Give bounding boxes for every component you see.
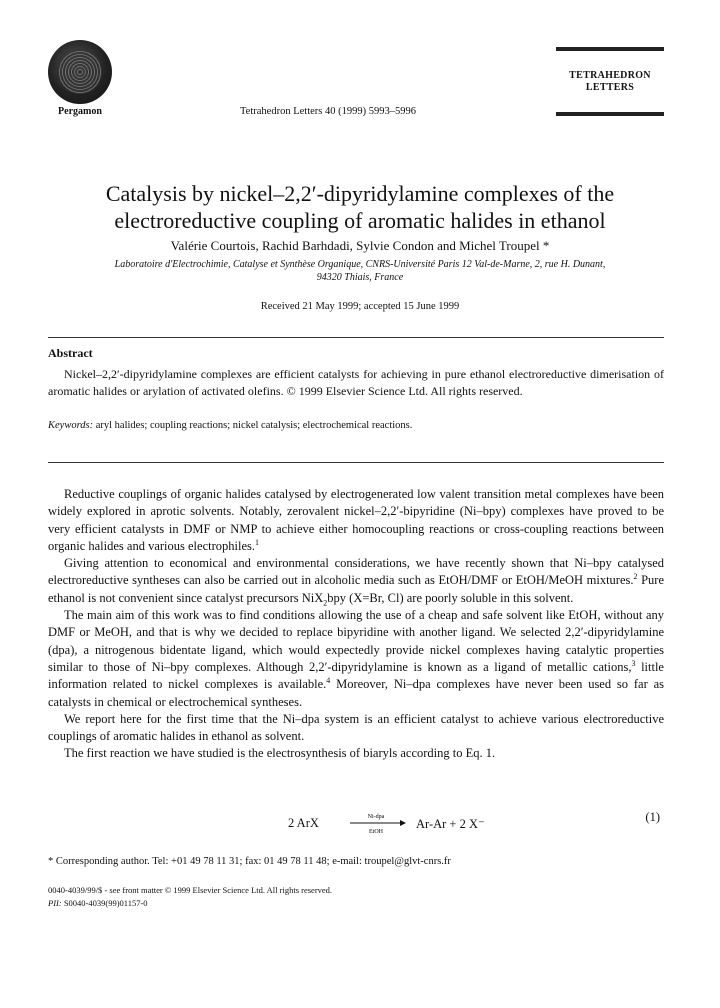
title-line-1: Catalysis by nickel–2,2′-dipyridylamine complexes of the: [105, 181, 615, 206]
brand-line-2: LETTERS: [585, 82, 635, 93]
affiliation: [50, 258, 670, 284]
abstract-heading: Abstract: [48, 346, 93, 360]
journal-reference: Tetrahedron Letters 40 (1999) 5993–5996: [240, 106, 416, 117]
authors: Valérie Courtois, Rachid Barhdadi, Sylvie Condon and Michel Troupel *: [170, 238, 550, 253]
article-body: [48, 486, 664, 763]
citation-3: 3: [631, 658, 636, 668]
paragraph-4: We report here for the first time that the Ni–dpa system is an efficient catalyst to achieve various electroreductive couplings of aromatic halides in ethanol as solvent.: [48, 711, 664, 744]
citation-1: 1: [255, 537, 259, 547]
keywords-list: aryl halides; coupling reactions; nickel catalysis; electrochemical reactions.: [95, 420, 413, 431]
paragraph-2: Giving attention to economical and environmental considerations, we have recently shown that Ni–bpy catalysed electroreductive syntheses can also be carried out in alcoholic media such as EtOH/DMF or EtOH/MeOH mixtures.$^2$ Pure ethanol is not convenient since catalyst precursors NiX$_2$bpy (X=Br, Cl) are poorly soluble in this solvent.: [48, 556, 664, 608]
equation-products: Ar-Ar + 2 X⁻: [416, 817, 485, 831]
equation-1: [48, 806, 664, 836]
paragraph-5: The first reaction we have studied is the electrosynthesis of biaryls according to Eq. 1.: [64, 746, 496, 761]
title-line-2: electroreductive coupling of aromatic halides in ethanol: [114, 208, 606, 233]
article-title: [60, 180, 660, 234]
affiliation-line-2: 94320 Thiais, France: [316, 272, 404, 283]
pii-value: S0040-4039(99)01157-0: [63, 898, 148, 908]
publisher-name: Pergamon: [58, 106, 102, 117]
received-dates: Received 21 May 1999; accepted 15 June 1999: [260, 301, 460, 312]
abstract-top-rule: [48, 337, 664, 338]
corresponding-author-footnote: * Corresponding author. Tel: +01 49 78 11 31; fax: 01 49 78 11 48; e-mail: troupel@glvt-cnrs.fr: [48, 856, 451, 867]
abstract-text: Nickel–2,2′-dipyridylamine complexes are efficient catalysts for achieving in pure ethanol electroreductive dimerisation of aromatic halides or arylation of activated olefins. © 1999 Elsevier Science Ltd. All rights reserved.: [48, 367, 664, 398]
affiliation-line-1: Laboratoire d'Electrochimie, Catalyse et Synthèse Organique, CNRS-Université Paris 12 Val-de-Marne, 2, rue H. Dunant,: [114, 259, 606, 270]
pii-label: PII:: [48, 898, 62, 908]
abstract-bottom-rule: [48, 462, 664, 463]
equation-reactants: 2 ArX: [288, 816, 319, 830]
issn-line: 0040-4039/99/$ - see front matter © 1999 Elsevier Science Ltd. All rights reserved.: [48, 885, 333, 895]
reaction-arrow-icon: [348, 810, 408, 836]
pii-line: [48, 897, 332, 910]
arrow-solvent-label: EtOH: [369, 829, 383, 835]
keywords: [48, 420, 664, 431]
arrow-catalyst-label: Ni-dpa: [367, 814, 385, 820]
copyright-info: [48, 884, 332, 910]
brand-top-bar: [556, 47, 664, 51]
paragraph-3: The main aim of this work was to find conditions allowing the use of a cheap and safe solvent like EtOH, without any DMF or MeOH, and that is why we decided to replace bipyridine with another ligand. We selected 2,2′-dipyridylamine (dpa), a nitrogenous bidentate ligand, which would expectedly provide nickel complexes having catalytic properties similar to those of Ni–bpy complexes. Although 2,2′-dipyridylamine is known as a ligand of metallic cations,$^3$ little information related to nickel complexes is available.$^4$ Moreover, Ni–dpa complexes have never been used so far as catalysts in chemical or electrochemical syntheses.: [48, 608, 664, 709]
citation-4: 4: [326, 676, 331, 686]
equation-number: (1): [645, 810, 660, 824]
keywords-label: Keywords:: [48, 420, 94, 431]
paragraph-1: Reductive couplings of organic halides catalysed by electrogenerated low valent transition metal complexes have been widely explored in aprotic solvents. Notably, zerovalent nickel–2,2′-bipyridine (Ni–bpy) complexes have proved to be very efficient catalysts in DMF or NMP to achieve either homocoupling reactions or cross-coupling reactions between organic halides and various electrophiles.$^1$: [48, 487, 664, 553]
elsevier-tree-logo-icon: [48, 40, 112, 104]
journal-brand: [560, 70, 660, 94]
brand-bottom-bar: [556, 112, 664, 116]
citation-2: 2: [633, 572, 638, 582]
brand-line-1: TETRAHEDRON: [569, 70, 651, 81]
